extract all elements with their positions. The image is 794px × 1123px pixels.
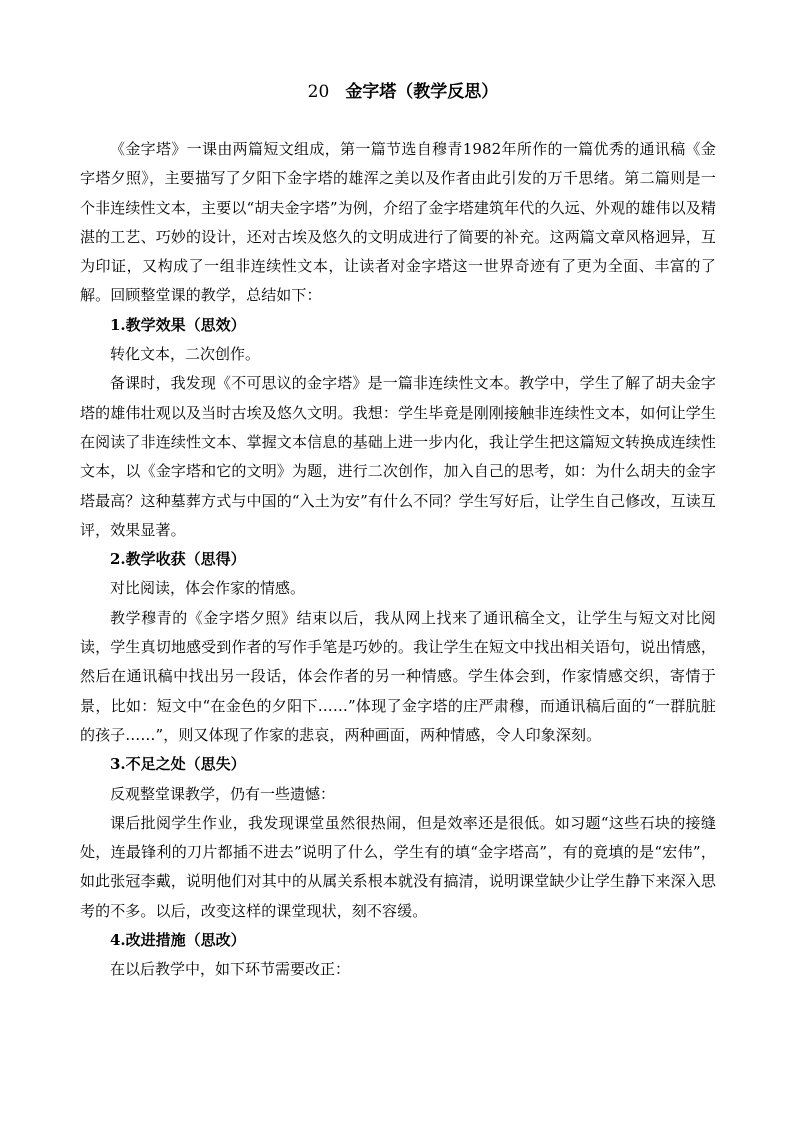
section-heading: 4.改进措施（思改）	[110, 931, 246, 950]
section-subtitle: 反观整堂课教学，仍有一些遗憾：	[110, 784, 336, 803]
section-heading: 2.教学收获（思得）	[110, 550, 246, 569]
section-heading: 1.教学效果（思效）	[110, 315, 246, 334]
section-body: 备课时，我发现《不可思议的金字塔》是一篇非连续性文本。教学中，学生了解了胡夫金字塔的雄伟壮观以及当时古埃及悠久文明。我想：学生毕竟是刚刚接触非连续性文本，如何让学生在阅读了非连续性文本、掌握文本信息的基础上进一步内化，我让学生把这篇短文转换成连续性文本，以《金字塔和它的文明》为题，进行二次创作，加入自己的思考，如：为什么胡夫的金字塔最高？这种墓葬方式与中国的“入土为安”有什么不同？学生写好后，让学生自己修改，互读互评，效果显著。	[80, 374, 716, 539]
title-text: 金字塔（教学反思）	[345, 82, 499, 102]
section-heading: 3.不足之处（思失）	[110, 755, 246, 774]
intro-paragraph: 《金字塔》一课由两篇短文组成，第一篇节选自穆青1982年所作的一篇优秀的通讯稿《金字塔夕照》，主要描写了夕阳下金字塔的雄浑之美以及作者由此引发的万千思绪。第二篇则是一个非连续性文本，主要以“胡夫金字塔”为例，介绍了金字塔建筑年代的久远、外观的雄伟以及精湛的工艺、巧妙的设计，还对古埃及悠久的文明成进行了简要的补充。这两篇文章风格迥异，互为印证，又构成了一组非连续性文本，让读者对金字塔这一世界奇迹有了更为全面、丰富的了解。回顾整堂课的教学，总结如下：	[80, 140, 716, 305]
section-effect	[80, 311, 716, 545]
document-page	[80, 78, 716, 985]
section-subtitle: 转化文本，二次创作。	[110, 345, 261, 364]
section-improvements	[80, 926, 716, 985]
section-subtitle: 对比阅读，体会作家的情感。	[110, 579, 306, 598]
page-title	[80, 78, 716, 106]
section-body: 教学穆青的《金字塔夕照》结束以后，我从网上找来了通讯稿全文，让学生与短文对比阅读，学生真切地感受到作者的写作手笔是巧妙的。我让学生在短文中找出相关语句，说出情感，然后在通讯稿中找出另一段话，体会作者的另一种情感。学生体会到，作家情感交织，寄情于景，比如：短文中“在金色的夕阳下……”体现了金字塔的庄严肃穆，而通讯稿后面的“一群肮脏的孩子……”，则又体现了作家的悲哀，两种画面，两种情感，令人印象深刻。	[80, 608, 716, 744]
section-shortcomings	[80, 750, 716, 926]
section-subtitle: 在以后教学中，如下环节需要改正：	[110, 960, 351, 979]
section-body: 课后批阅学生作业，我发现课堂虽然很热闹，但是效率还是很低。如习题“这些石块的接缝处，连最锋利的刀片都插不进去”说明了什么，学生有的填“金字塔高”，有的竟填的是“宏伟”，如此张冠李戴，说明他们对其中的从属关系根本就没有搞清，说明课堂缺少让学生静下来深入思考的不多。以后，改变这样的课堂现状，刻不容缓。	[80, 813, 716, 920]
section-gains	[80, 545, 716, 750]
lesson-number: 20	[307, 82, 330, 102]
